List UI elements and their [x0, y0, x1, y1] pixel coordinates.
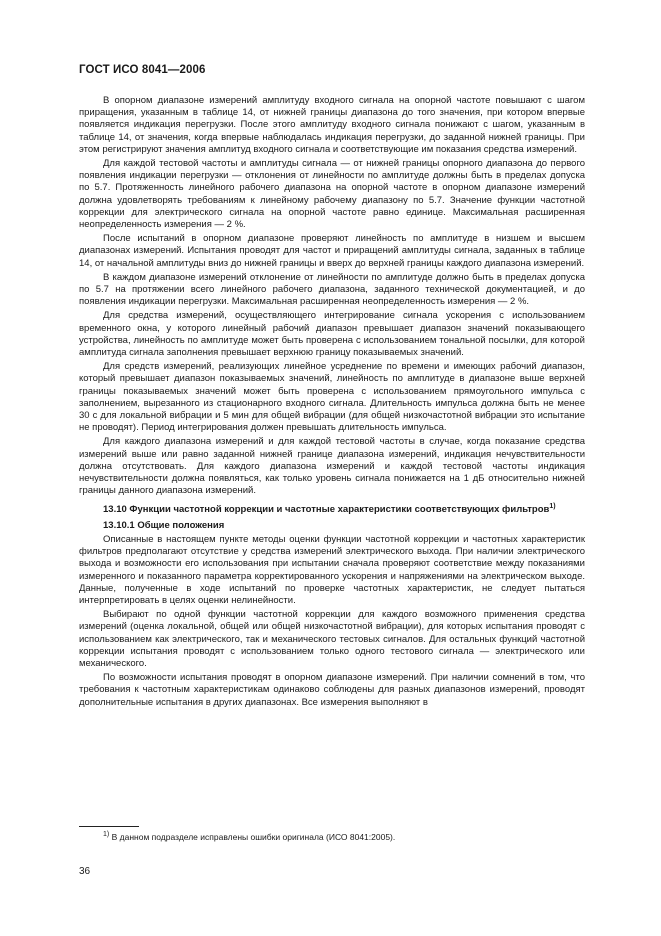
paragraph: Для средств измерений, реализующих линейное усреднение по времени и имеющих рабочий диапазон, который превышает диапазон показываемых значений, линейность по амплитуде в диапазоне выше верхней границы показываемых значений может быть проверена с использованием прямоугольного импульса с заполнением, вырезанного из стационарного входного сигнала. Длительность импульса должна быть не менее 30 с для локальной вибрации и 5 мин для общей вибрации (для общей низкочастотной вибрации это испытание не проводят). Период интегрирования должен превышать длительность импульса. — [79, 361, 585, 434]
section-heading-text: 13.10 Функции частотной коррекции и частотные характеристики соответствующих фильтров — [103, 503, 550, 515]
section-heading — [79, 504, 585, 516]
footnote-divider — [79, 826, 139, 827]
paragraph: Выбирают по одной функции частотной коррекции для каждого возможного применения средства измерений (оценка локальной, общей или общей низкочастотной вибрации), для которых испытания проводят с использованием как электрического, так и механического тестовых сигналов. Для остальных функций частотной коррекции испытания проводят с использованием только одного тестового сигнала — электрического или механического. — [79, 609, 585, 669]
paragraph: Описанные в настоящем пункте методы оценки функции частотной коррекции и частотных характеристик фильтров предполагают отсутствие у средства измерений электрического выхода. При наличии электрического выхода и возможности его использования при испытании сначала проверяют соответствие между показаниями измеренного и показанного параметра корректированного ускорения и напряжениями на электрическом выходе. Данные, полученные в ходе испытаний по проверке частотных характеристик, не следует пытаться интерпретировать в целях оценки нелинейности. — [79, 533, 585, 606]
body-text — [79, 95, 585, 711]
paragraph: Для средства измерений, осуществляющего интегрирование сигнала ускорения с использованием временного окна, у которого линейный рабочий диапазон превышает диапазон значений показывающего устройства, линейность по амплитуде может быть проверена с использованием тональной посылки, для которой амплитуда сигнала заполнения превышает верхнюю границу показываемых значений. — [79, 310, 585, 359]
paragraph: В опорном диапазоне измерений амплитуду входного сигнала на опорной частоте повышают с шагом приращения, указанным в таблице 14, от нижней границы диапазона до того значения, при котором впервые появляется индикация перегрузки. После этого амплитуду входного сигнала понижают с шагом, указанным в таблице 14, от значения, когда впервые наблюдалась индикация перегрузки, до заданной нижней границы. При этом регистрируют значения амплитуд входного сигнала и соответствующие им показания средства измерений. — [79, 95, 585, 155]
document-header: ГОСТ ИСО 8041—2006 — [79, 64, 206, 76]
paragraph: После испытаний в опорном диапазоне проверяют линейность по амплитуде в низшем и высшем диапазонах измерений. Испытания проводят для частот и приращений амплитуды сигнала, заданных в таблице 14, от начальной амплитуды вниз до нижней границы и вверх до верхней границы каждого диапазона измерений. — [79, 233, 585, 269]
paragraph: Для каждой тестовой частоты и амплитуды сигнала — от нижней границы опорного диапазона до первого появления индикации перегрузки — отклонения от линейности по амплитуде должны быть в пределах допуска по 5.7. Протяженность линейного рабочего диапазона на опорной частоте в опорном диапазоне измерений должна удовлетворять требованиям к линейному рабочему диапазону по 5.7. Значение функции частотной коррекции для электрического сигнала на опорной частоте равно единице. Максимальная расширенная неопределенность измерения — 2 %. — [79, 158, 585, 231]
subsection-heading: 13.10.1 Общие положения — [103, 519, 225, 531]
paragraph: В каждом диапазоне измерений отклонение от линейности по амплитуде должно быть в пределах допуска по 5.7 на протяжении всего линейного рабочего диапазона, заданного технической документацией, и до появления индикации перегрузки. Максимальная расширенная неопределенность измерения — 2 %. — [79, 271, 585, 308]
page-number: 36 — [79, 866, 91, 877]
paragraph: По возможности испытания проводят в опорном диапазоне измерений. При наличии сомнений в том, что требования к частотным характеристикам одинаково соблюдены для разных диапазонов измерений, проводят дополнительные испытания в других диапазонах. Все измерения выполняют в — [79, 672, 585, 708]
footnote-ref: 1) — [549, 502, 556, 510]
footnote-mark: 1) — [103, 831, 110, 839]
footnote — [103, 832, 583, 843]
paragraph: Для каждого диапазона измерений и для каждой тестовой частоты в случае, когда показание средства измерений выше или равно заданной нижней границе диапазона измерений, индикация нечувствительности должна отсутствовать. Для каждого диапазона измерений и каждой тестовой частоты индикация нечувствительности должна появляться, как только уровень сигнала понижается на 1 дБ относительно нижней границы данного диапазона измерений. — [79, 436, 585, 497]
footnote-text: В данном подразделе исправлены ошибки оригинала (ИСО 8041:2005). — [111, 832, 396, 842]
